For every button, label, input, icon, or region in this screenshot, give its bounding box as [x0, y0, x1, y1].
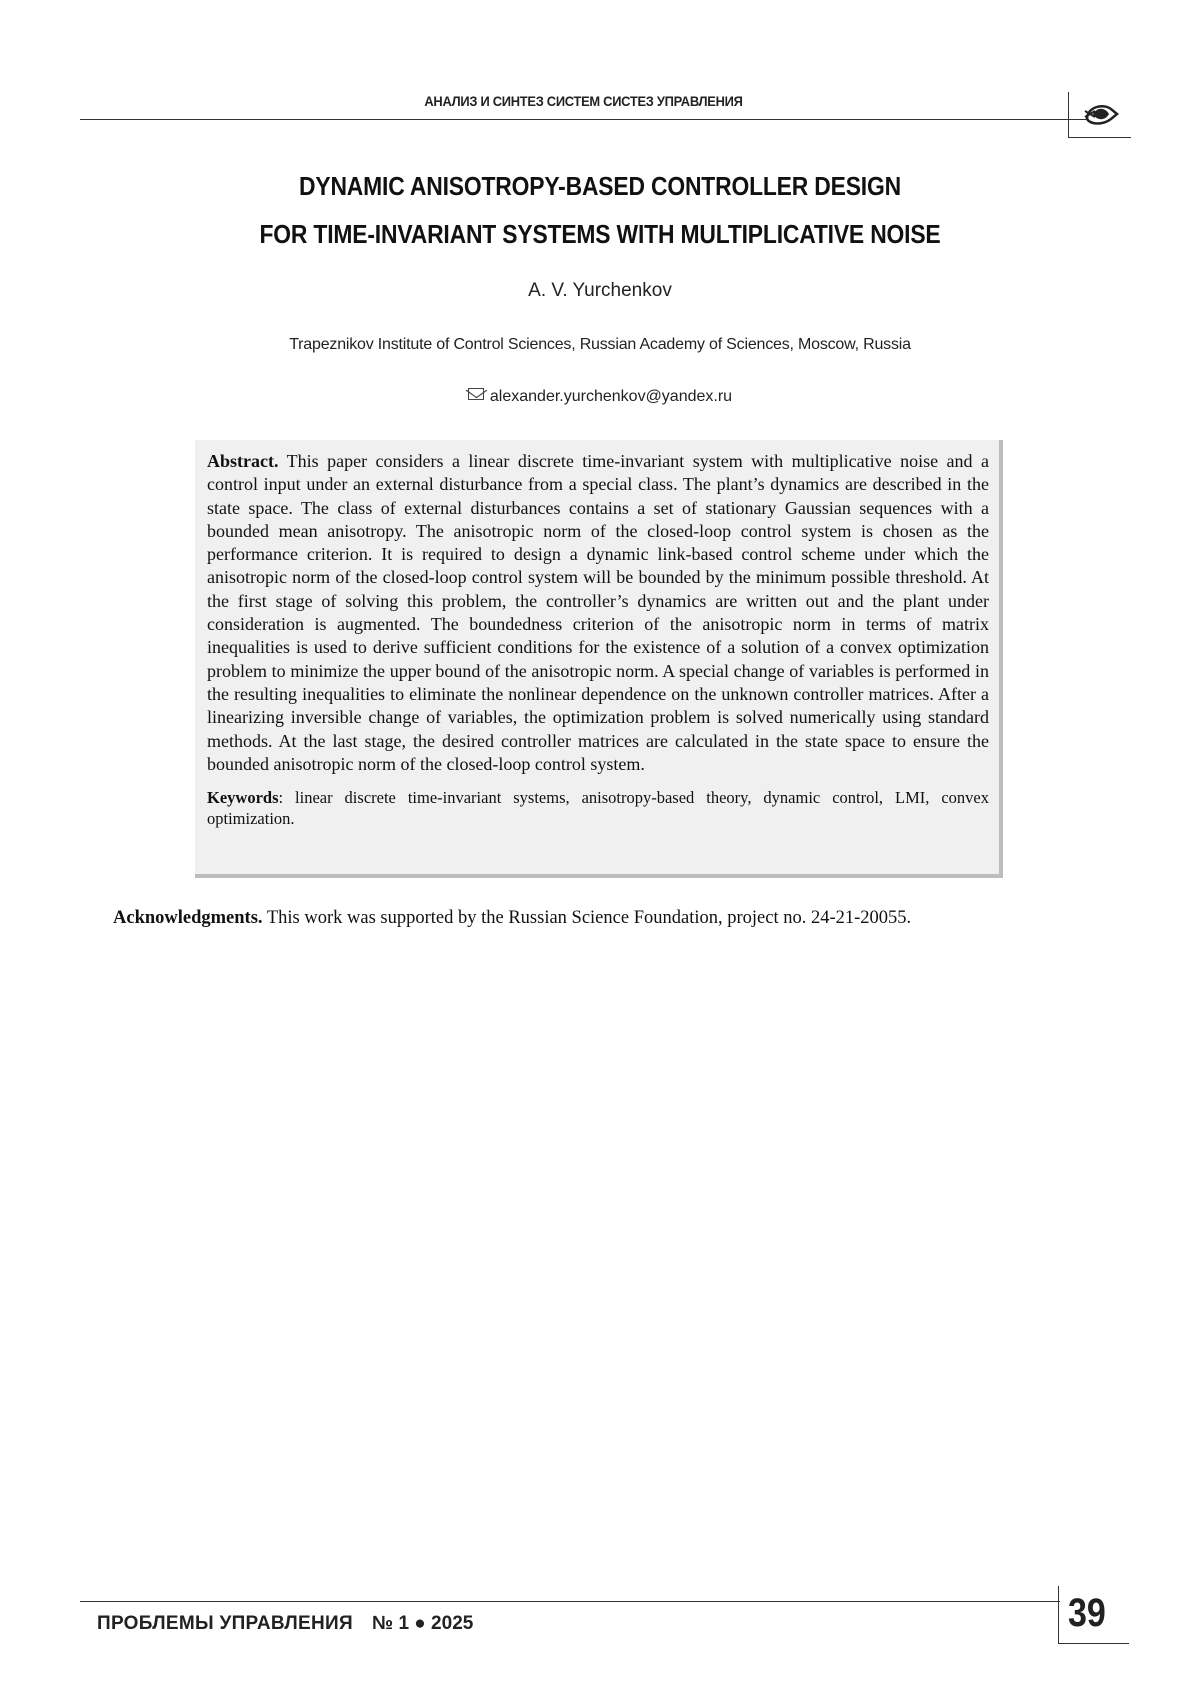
acknowledgments [113, 908, 1113, 929]
abstract-paragraph [207, 450, 989, 776]
abstract-text: This paper considers a linear discrete time-invariant system with multiplicative noise and a control input under an external disturbance from a special class. The plant’s dynamics are described in the state space. The class of external disturbances contains a set of stationary Gaussian sequences with a bounded mean anisotropy. The anisotropic norm of the closed-loop control system is chosen as the performance criterion. It is required to design a dynamic link-based control scheme under which the anisotropic norm of the closed-loop control system will be bounded by the minimum possible threshold. At the first stage of solving this problem, the controller’s dynamics are written out and the plant under consideration is augmented. The boundedness criterion of the anisotropic norm in terms of matrix inequalities is used to derive sufficient conditions for the existence of a solution of a convex optimization problem to minimize the upper bound of the anisotropic norm. A special change of variables is performed in the resulting inequalities to eliminate the nonlinear dependence on the unknown controller matrices. After a linearizing inversible change of variables, the optimization problem is solved numerically using standard methods. At the last stage, the desired controller matrices are calculated in the state space to ensure the bounded anisotropic norm of the closed-loop control system. [207, 451, 989, 774]
author-affiliation: Trapeznikov Institute of Control Sciences, Russian Academy of Sciences, Moscow, Russia [289, 336, 911, 353]
acknowledgments-label: Acknowledgments. [113, 908, 263, 928]
section-title: АНАЛИЗ И СИНТЕЗ СИСТЕМ СИСТЕЗ УПРАВЛЕНИЯ [424, 93, 743, 109]
abstract-label: Abstract. [207, 451, 279, 471]
author-email-line [80, 388, 1120, 406]
header-rule [80, 119, 1087, 120]
title-line-2: FOR TIME-INVARIANT SYSTEMS WITH MULTIPLICATIVE NOISE [259, 219, 941, 249]
keywords-paragraph [207, 787, 989, 829]
issue-info: № 1 ● 2025 [372, 1613, 474, 1634]
abstract-box [195, 440, 1003, 878]
journal-name: ПРОБЛЕМЫ УПРАВЛЕНИЯ [97, 1613, 353, 1634]
logo-frame [1068, 92, 1131, 138]
envelope-icon [468, 388, 484, 400]
acknowledgments-text: This work was supported by the Russian Science Foundation, project no. 24-21-20055. [262, 908, 912, 928]
author-email[interactable]: alexander.yurchenkov@yandex.ru [489, 388, 733, 405]
footer-rule [80, 1601, 1060, 1602]
keywords-label: Keywords [207, 788, 279, 808]
journal-logo-icon [1081, 97, 1121, 131]
article-title [80, 162, 1120, 258]
page-number: 39 [1068, 1591, 1106, 1635]
keywords-text: : linear discrete time-invariant systems, anisotropy-based theory, dynamic control, LMI, convex optimization. [207, 788, 989, 829]
title-line-1: DYNAMIC ANISOTROPY-BASED CONTROLLER DESIGN [299, 171, 901, 201]
author-name: A. V. Yurchenkov [528, 280, 672, 301]
